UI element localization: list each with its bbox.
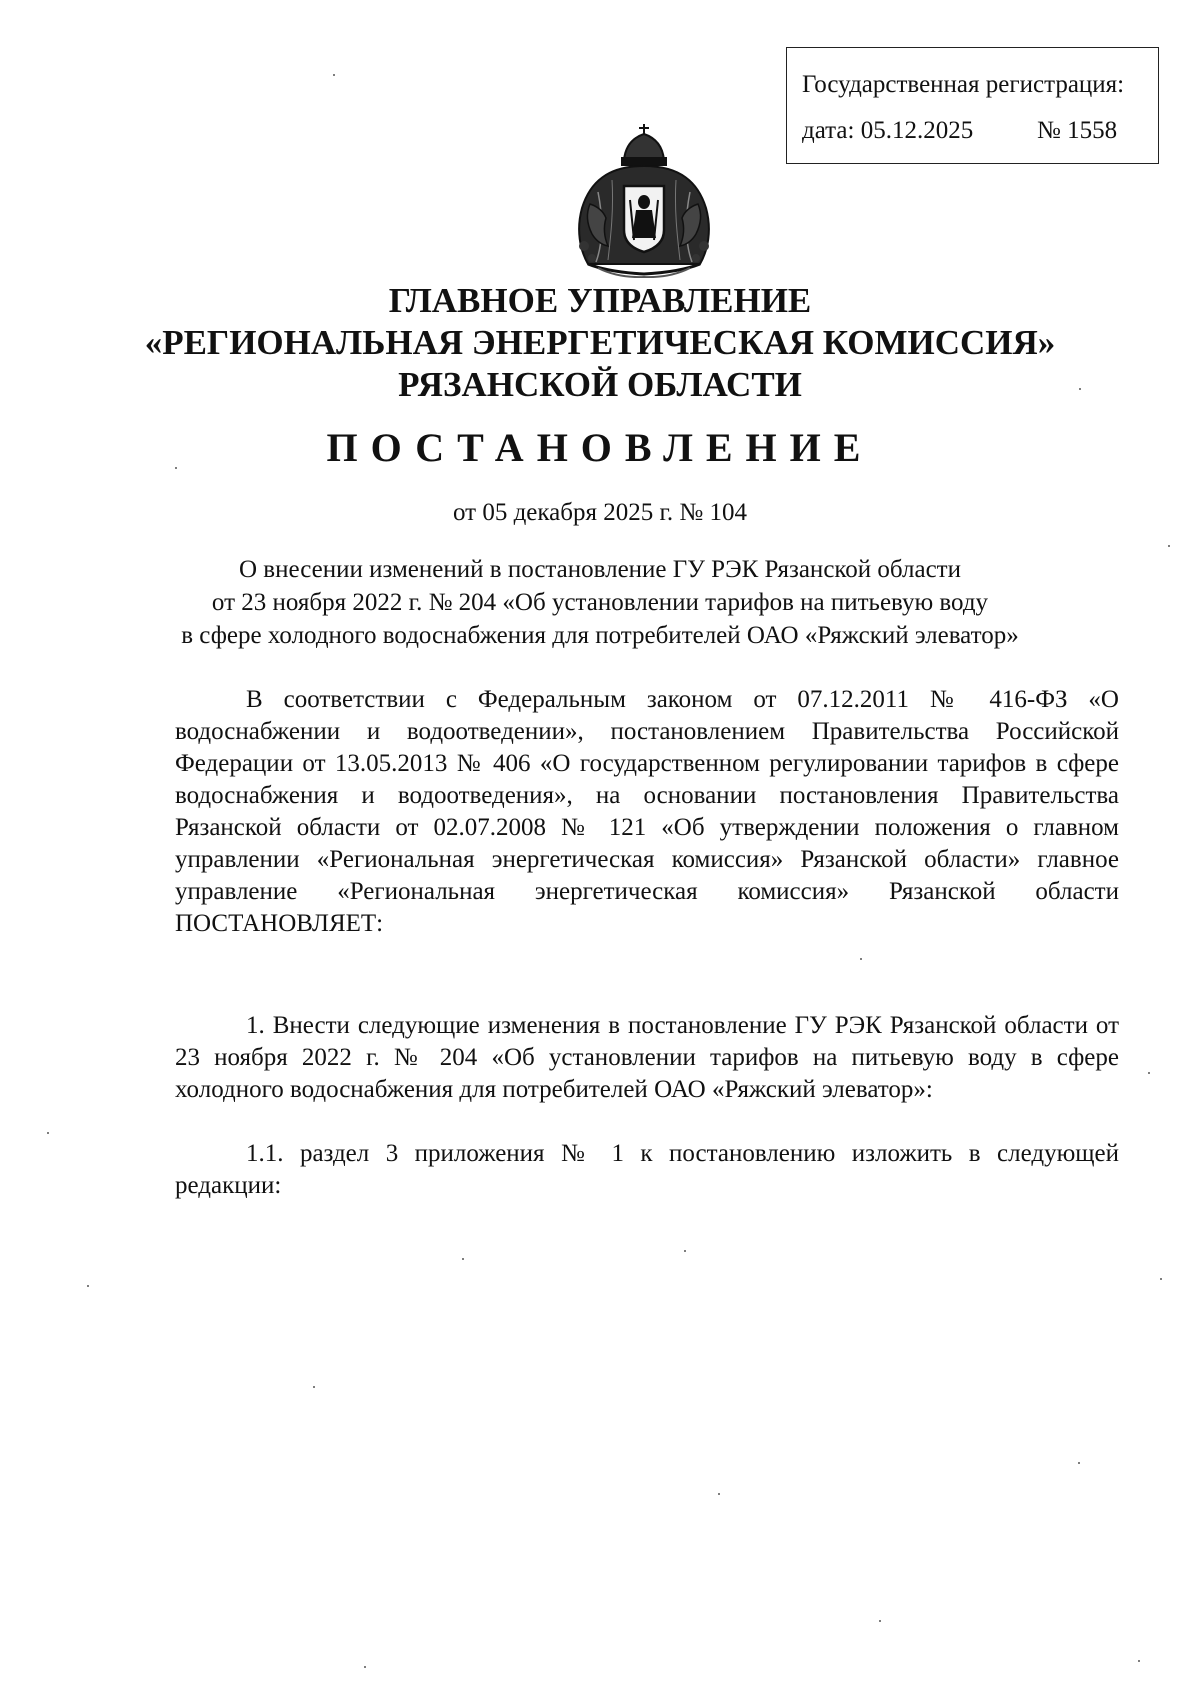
- coat-of-arms-icon: [568, 122, 720, 278]
- registration-date: дата: 05.12.2025: [802, 117, 974, 144]
- clause-1-paragraph: 1. Внести следующие изменения в постановление ГУ РЭК Рязанской области от 23 ноября 2022 г. № 204 «Об установлении тарифов на питьевую воду в сфере холодного водоснабжения для потребителей ОАО «Ряжский элеватор»:: [175, 1012, 1119, 1103]
- scan-speck: [718, 1493, 720, 1495]
- scan-speck: [462, 1258, 464, 1260]
- registration-stamp: [786, 47, 1159, 164]
- subject-line-2: от 23 ноября 2022 г. № 204 «Об установлении тарифов на питьевую воду: [211, 589, 989, 616]
- scan-speck: [684, 1250, 686, 1252]
- scan-speck: [1168, 545, 1170, 547]
- scan-speck: [1160, 1278, 1162, 1280]
- scan-speck: [1138, 1660, 1140, 1662]
- document-subject: [0, 553, 1200, 652]
- subject-line-3: в сфере холодного водоснабжения для потребителей ОАО «Ряжский элеватор»: [181, 622, 1019, 649]
- scan-speck: [860, 958, 862, 960]
- clause-1-1-paragraph: 1.1. раздел 3 приложения № 1 к постановлению изложить в следующей редакции:: [175, 1140, 1119, 1199]
- scan-speck: [1078, 1462, 1080, 1464]
- subject-line-1: О внесении изменений в постановление ГУ РЭК Рязанской области: [239, 556, 961, 583]
- preamble-paragraph: В соответствии с Федеральным законом от 07.12.2011 № 416-ФЗ «О водоснабжении и водоотведении», постановлением Правительства Российской Федерации от 13.05.2013 № 406 «О государственном регулировании тарифов в сфере водоснабжения и водоотведения», на основании постановления Правительства Рязанской области от 02.07.2008 № 121 «Об утверждении положения о главном управлении «Региональная энергетическая комиссия» Рязанской области» главное управление «Региональная энергетическая комиссия» Рязанской области ПОСТАНОВЛЯЕТ:: [175, 686, 1119, 937]
- registration-number: № 1558: [1037, 117, 1118, 144]
- scan-speck: [87, 1285, 89, 1287]
- organization-name: [0, 280, 1200, 406]
- scan-speck: [1079, 388, 1081, 390]
- organization-line-3: РЯЗАНСКОЙ ОБЛАСТИ: [398, 365, 802, 404]
- scan-speck: [175, 467, 177, 469]
- document-date-number: от 05 декабря 2025 г. № 104: [452, 499, 748, 526]
- organization-line-1: ГЛАВНОЕ УПРАВЛЕНИЕ: [388, 281, 812, 320]
- organization-line-2: «РЕГИОНАЛЬНАЯ ЭНЕРГЕТИЧЕСКАЯ КОМИССИЯ»: [144, 323, 1056, 362]
- scan-speck: [1148, 1072, 1150, 1074]
- scan-speck: [879, 1620, 881, 1622]
- document-type-heading: ПОСТАНОВЛЕНИЕ: [326, 425, 874, 470]
- registration-title: Государственная регистрация:: [802, 71, 1125, 98]
- scan-speck: [364, 1666, 366, 1668]
- scan-speck: [47, 1132, 49, 1134]
- scan-speck: [313, 1386, 315, 1388]
- scan-speck: [333, 74, 335, 76]
